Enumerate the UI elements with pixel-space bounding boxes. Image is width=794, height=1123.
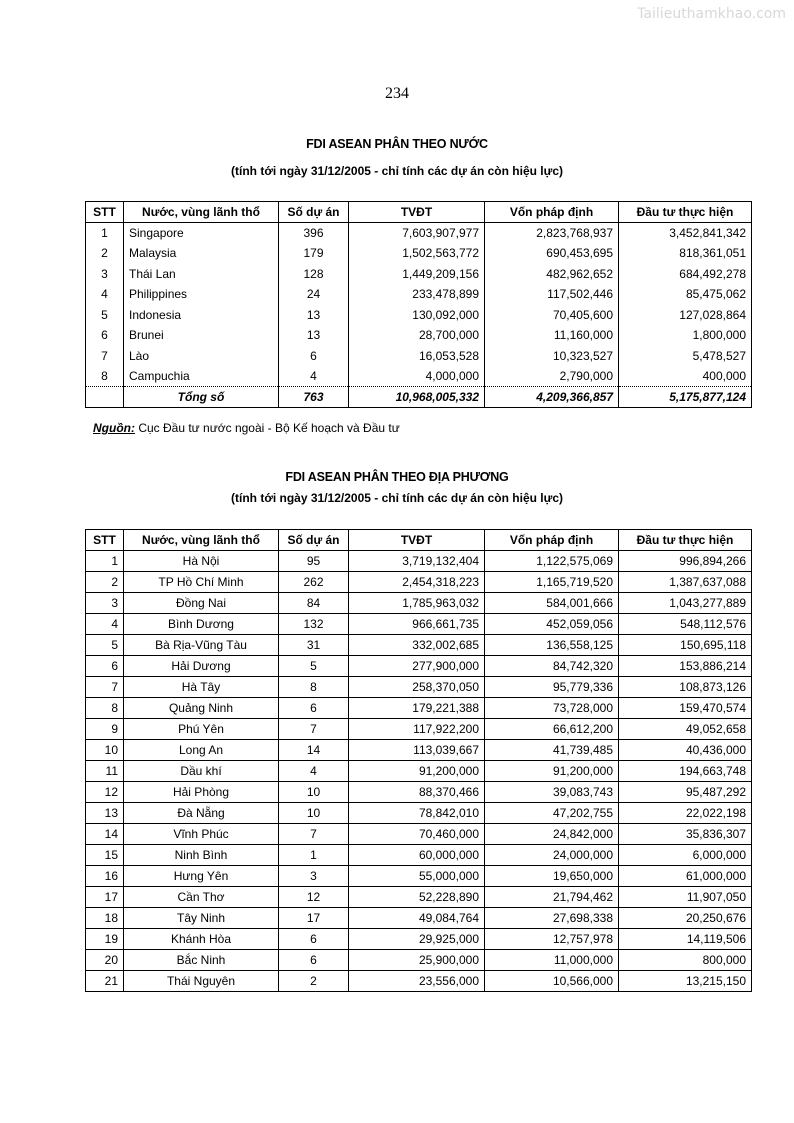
cell-project-count: 6 — [279, 346, 349, 367]
cell-tvdt: 78,842,010 — [349, 803, 485, 824]
cell-tvdt: 29,925,000 — [349, 929, 485, 950]
cell-legal-capital: 1,122,575,069 — [485, 551, 619, 572]
table-row — [86, 950, 752, 971]
cell-project-count: 7 — [279, 719, 349, 740]
cell-tvdt: 7,603,907,977 — [349, 223, 485, 244]
cell-project-count: 10 — [279, 782, 349, 803]
cell-stt: 17 — [86, 887, 124, 908]
table-row — [86, 908, 752, 929]
table-row — [86, 593, 752, 614]
cell-stt: 5 — [86, 305, 124, 326]
cell-project-count: 5 — [279, 656, 349, 677]
source-note — [93, 421, 400, 435]
table-row — [86, 719, 752, 740]
cell-tvdt: 1,502,563,772 — [349, 243, 485, 264]
cell-tvdt: 91,200,000 — [349, 761, 485, 782]
cell-legal-capital: 73,728,000 — [485, 698, 619, 719]
cell-implemented: 548,112,576 — [619, 614, 752, 635]
cell-tvdt: 1,449,209,156 — [349, 264, 485, 285]
cell-name: Lào — [124, 346, 279, 367]
cell-implemented: 684,492,278 — [619, 264, 752, 285]
table-row — [86, 243, 752, 264]
cell-legal-capital: 41,739,485 — [485, 740, 619, 761]
cell-project-count: 128 — [279, 264, 349, 285]
table-row — [86, 929, 752, 950]
table-header-row — [86, 530, 752, 551]
cell-stt: 13 — [86, 803, 124, 824]
cell-stt: 10 — [86, 740, 124, 761]
cell-legal-capital: 27,698,338 — [485, 908, 619, 929]
cell-tvdt: 1,785,963,032 — [349, 593, 485, 614]
cell-name: Bà Rịa-Vũng Tàu — [124, 635, 279, 656]
table-row — [86, 284, 752, 305]
cell-legal-capital: 95,779,336 — [485, 677, 619, 698]
cell-stt: 2 — [86, 572, 124, 593]
cell-tvdt: 55,000,000 — [349, 866, 485, 887]
cell-name: Phú Yên — [124, 719, 279, 740]
header-implemented: Đầu tư thực hiện — [619, 530, 752, 551]
cell-project-count: 6 — [279, 698, 349, 719]
table-row — [86, 223, 752, 244]
cell-tvdt: 2,454,318,223 — [349, 572, 485, 593]
page-number: 234 — [385, 85, 409, 102]
cell-implemented: 85,475,062 — [619, 284, 752, 305]
cell-project-count: 2 — [279, 971, 349, 992]
cell-tvdt: 70,460,000 — [349, 824, 485, 845]
total-label: Tổng số — [124, 387, 279, 408]
table-row — [86, 305, 752, 326]
cell-legal-capital: 70,405,600 — [485, 305, 619, 326]
cell-name: Đà Nẵng — [124, 803, 279, 824]
table-row — [86, 614, 752, 635]
cell-stt: 4 — [86, 284, 124, 305]
fdi-by-country-table — [85, 201, 752, 408]
header-country: Nước, vùng lãnh thổ — [124, 202, 279, 223]
cell-tvdt: 277,900,000 — [349, 656, 485, 677]
cell-project-count: 3 — [279, 866, 349, 887]
cell-implemented: 13,215,150 — [619, 971, 752, 992]
cell-legal-capital: 690,453,695 — [485, 243, 619, 264]
source-label: Nguồn: — [93, 421, 135, 435]
cell-name: Khánh Hòa — [124, 929, 279, 950]
cell-tvdt: 52,228,890 — [349, 887, 485, 908]
cell-project-count: 6 — [279, 950, 349, 971]
cell-project-count: 4 — [279, 761, 349, 782]
cell-name: Hà Tây — [124, 677, 279, 698]
header-legal-capital: Vốn pháp định — [485, 202, 619, 223]
cell-stt: 3 — [86, 593, 124, 614]
cell-tvdt: 113,039,667 — [349, 740, 485, 761]
cell-legal-capital: 11,000,000 — [485, 950, 619, 971]
cell-implemented: 800,000 — [619, 950, 752, 971]
cell-legal-capital: 11,160,000 — [485, 325, 619, 346]
cell-implemented: 1,387,637,088 — [619, 572, 752, 593]
cell-legal-capital: 19,650,000 — [485, 866, 619, 887]
cell-tvdt: 179,221,388 — [349, 698, 485, 719]
cell-legal-capital: 452,059,056 — [485, 614, 619, 635]
table-row — [86, 635, 752, 656]
cell-legal-capital: 39,083,743 — [485, 782, 619, 803]
cell-implemented: 61,000,000 — [619, 866, 752, 887]
cell-name: Vĩnh Phúc — [124, 824, 279, 845]
cell-tvdt: 966,661,735 — [349, 614, 485, 635]
cell-name: Campuchia — [124, 366, 279, 387]
table-row — [86, 782, 752, 803]
cell-legal-capital: 12,757,978 — [485, 929, 619, 950]
cell-name: Brunei — [124, 325, 279, 346]
cell-stt: 1 — [86, 223, 124, 244]
cell-stt: 15 — [86, 845, 124, 866]
cell-implemented: 127,028,864 — [619, 305, 752, 326]
header-project-count: Số dự án — [279, 202, 349, 223]
cell-project-count: 12 — [279, 887, 349, 908]
cell-implemented: 35,836,307 — [619, 824, 752, 845]
table-row — [86, 845, 752, 866]
header-stt: STT — [86, 202, 124, 223]
section2-subtitle: (tính tới ngày 31/12/2005 - chỉ tính các dự án còn hiệu lực) — [231, 491, 563, 505]
table-row — [86, 366, 752, 387]
cell-name: Hải Dương — [124, 656, 279, 677]
cell-stt: 3 — [86, 264, 124, 285]
watermark-text: Tailieuthamkhao.com — [637, 6, 786, 22]
source-text: Cục Đầu tư nước ngoài - Bộ Kế hoạch và Đầu tư — [134, 421, 400, 435]
cell-stt: 18 — [86, 908, 124, 929]
table-row — [86, 803, 752, 824]
cell-legal-capital: 584,001,666 — [485, 593, 619, 614]
cell-name: Thái Lan — [124, 264, 279, 285]
header-implemented: Đầu tư thực hiện — [619, 202, 752, 223]
cell-project-count: 10 — [279, 803, 349, 824]
cell-name: Malaysia — [124, 243, 279, 264]
section2-title: FDI ASEAN PHÂN THEO ĐỊA PHƯƠNG — [285, 470, 509, 484]
cell-tvdt: 49,084,764 — [349, 908, 485, 929]
cell-implemented: 818,361,051 — [619, 243, 752, 264]
cell-name: Tây Ninh — [124, 908, 279, 929]
cell-legal-capital: 2,790,000 — [485, 366, 619, 387]
cell-project-count: 7 — [279, 824, 349, 845]
cell-implemented: 14,119,506 — [619, 929, 752, 950]
cell-implemented: 150,695,118 — [619, 635, 752, 656]
table-row — [86, 346, 752, 367]
cell-project-count: 84 — [279, 593, 349, 614]
table-row — [86, 761, 752, 782]
cell-name: Quảng Ninh — [124, 698, 279, 719]
cell-tvdt: 28,700,000 — [349, 325, 485, 346]
cell-tvdt: 25,900,000 — [349, 950, 485, 971]
cell-implemented: 400,000 — [619, 366, 752, 387]
cell-project-count: 95 — [279, 551, 349, 572]
section1-title: FDI ASEAN PHÂN THEO NƯỚC — [306, 137, 488, 151]
cell-stt: 6 — [86, 656, 124, 677]
cell-implemented: 95,487,292 — [619, 782, 752, 803]
cell-name: Indonesia — [124, 305, 279, 326]
cell-stt: 20 — [86, 950, 124, 971]
table-row — [86, 824, 752, 845]
cell-implemented: 1,043,277,889 — [619, 593, 752, 614]
cell-tvdt: 4,000,000 — [349, 366, 485, 387]
cell-name: Đồng Nai — [124, 593, 279, 614]
cell-legal-capital: 10,323,527 — [485, 346, 619, 367]
cell-legal-capital: 91,200,000 — [485, 761, 619, 782]
table-row — [86, 264, 752, 285]
total-row — [86, 387, 752, 408]
cell-tvdt: 332,002,685 — [349, 635, 485, 656]
cell-implemented: 159,470,574 — [619, 698, 752, 719]
cell-legal-capital: 24,842,000 — [485, 824, 619, 845]
cell-name: Cần Thơ — [124, 887, 279, 908]
cell-project-count: 13 — [279, 325, 349, 346]
cell-project-count: 4 — [279, 366, 349, 387]
cell-implemented: 49,052,658 — [619, 719, 752, 740]
table-row — [86, 887, 752, 908]
cell-name: Singapore — [124, 223, 279, 244]
cell-project-count: 24 — [279, 284, 349, 305]
cell-legal-capital: 136,558,125 — [485, 635, 619, 656]
cell-name: TP Hồ Chí Minh — [124, 572, 279, 593]
cell-stt: 7 — [86, 346, 124, 367]
cell-project-count: 14 — [279, 740, 349, 761]
cell-project-count: 13 — [279, 305, 349, 326]
cell-name: Philippines — [124, 284, 279, 305]
header-tvdt: TVĐT — [349, 202, 485, 223]
cell-project-count: 8 — [279, 677, 349, 698]
cell-implemented: 20,250,676 — [619, 908, 752, 929]
cell-name: Hải Phòng — [124, 782, 279, 803]
cell-stt: 8 — [86, 366, 124, 387]
cell-project-count: 6 — [279, 929, 349, 950]
table-row — [86, 971, 752, 992]
cell-legal-capital: 24,000,000 — [485, 845, 619, 866]
header-project-count: Số dự án — [279, 530, 349, 551]
cell-name: Hà Nội — [124, 551, 279, 572]
cell-tvdt: 233,478,899 — [349, 284, 485, 305]
cell-stt: 12 — [86, 782, 124, 803]
cell-stt — [86, 387, 124, 408]
cell-stt: 8 — [86, 698, 124, 719]
cell-stt: 2 — [86, 243, 124, 264]
table-row — [86, 325, 752, 346]
cell-name: Bắc Ninh — [124, 950, 279, 971]
cell-tvdt: 258,370,050 — [349, 677, 485, 698]
table-row — [86, 656, 752, 677]
cell-stt: 14 — [86, 824, 124, 845]
cell-stt: 5 — [86, 635, 124, 656]
cell-implemented: 3,452,841,342 — [619, 223, 752, 244]
table-row — [86, 698, 752, 719]
table-row — [86, 551, 752, 572]
cell-implemented: 22,022,198 — [619, 803, 752, 824]
cell-project-count: 262 — [279, 572, 349, 593]
total-project-count: 763 — [279, 387, 349, 408]
cell-stt: 7 — [86, 677, 124, 698]
cell-tvdt: 130,092,000 — [349, 305, 485, 326]
cell-stt: 11 — [86, 761, 124, 782]
cell-legal-capital: 66,612,200 — [485, 719, 619, 740]
cell-project-count: 396 — [279, 223, 349, 244]
cell-legal-capital: 84,742,320 — [485, 656, 619, 677]
cell-project-count: 132 — [279, 614, 349, 635]
header-stt: STT — [86, 530, 124, 551]
total-tvdt: 10,968,005,332 — [349, 387, 485, 408]
cell-implemented: 5,478,527 — [619, 346, 752, 367]
total-implemented: 5,175,877,124 — [619, 387, 752, 408]
cell-implemented: 11,907,050 — [619, 887, 752, 908]
cell-stt: 21 — [86, 971, 124, 992]
cell-tvdt: 16,053,528 — [349, 346, 485, 367]
table-row — [86, 740, 752, 761]
cell-stt: 9 — [86, 719, 124, 740]
cell-implemented: 194,663,748 — [619, 761, 752, 782]
cell-name: Long An — [124, 740, 279, 761]
cell-legal-capital: 21,794,462 — [485, 887, 619, 908]
cell-legal-capital: 482,962,652 — [485, 264, 619, 285]
cell-legal-capital: 117,502,446 — [485, 284, 619, 305]
table-row — [86, 572, 752, 593]
cell-implemented: 996,894,266 — [619, 551, 752, 572]
header-legal-capital: Vốn pháp định — [485, 530, 619, 551]
cell-legal-capital: 1,165,719,520 — [485, 572, 619, 593]
cell-legal-capital: 2,823,768,937 — [485, 223, 619, 244]
table-header-row — [86, 202, 752, 223]
cell-name: Hưng Yên — [124, 866, 279, 887]
cell-implemented: 6,000,000 — [619, 845, 752, 866]
header-province: Nước, vùng lãnh thổ — [124, 530, 279, 551]
cell-implemented: 153,886,214 — [619, 656, 752, 677]
cell-stt: 4 — [86, 614, 124, 635]
cell-stt: 19 — [86, 929, 124, 950]
table-row — [86, 677, 752, 698]
cell-tvdt: 117,922,200 — [349, 719, 485, 740]
cell-stt: 16 — [86, 866, 124, 887]
cell-project-count: 1 — [279, 845, 349, 866]
cell-project-count: 179 — [279, 243, 349, 264]
table-row — [86, 866, 752, 887]
section1-subtitle: (tính tới ngày 31/12/2005 - chỉ tính các dự án còn hiệu lực) — [231, 164, 563, 178]
cell-name: Thái Nguyên — [124, 971, 279, 992]
cell-tvdt: 60,000,000 — [349, 845, 485, 866]
cell-project-count: 31 — [279, 635, 349, 656]
cell-implemented: 108,873,126 — [619, 677, 752, 698]
fdi-by-province-table — [85, 529, 752, 992]
cell-name: Bình Dương — [124, 614, 279, 635]
cell-name: Dầu khí — [124, 761, 279, 782]
cell-legal-capital: 10,566,000 — [485, 971, 619, 992]
cell-stt: 6 — [86, 325, 124, 346]
header-tvdt: TVĐT — [349, 530, 485, 551]
total-legal-capital: 4,209,366,857 — [485, 387, 619, 408]
cell-legal-capital: 47,202,755 — [485, 803, 619, 824]
cell-implemented: 40,436,000 — [619, 740, 752, 761]
cell-tvdt: 88,370,466 — [349, 782, 485, 803]
cell-project-count: 17 — [279, 908, 349, 929]
cell-tvdt: 3,719,132,404 — [349, 551, 485, 572]
cell-implemented: 1,800,000 — [619, 325, 752, 346]
cell-stt: 1 — [86, 551, 124, 572]
cell-tvdt: 23,556,000 — [349, 971, 485, 992]
cell-name: Ninh Bình — [124, 845, 279, 866]
